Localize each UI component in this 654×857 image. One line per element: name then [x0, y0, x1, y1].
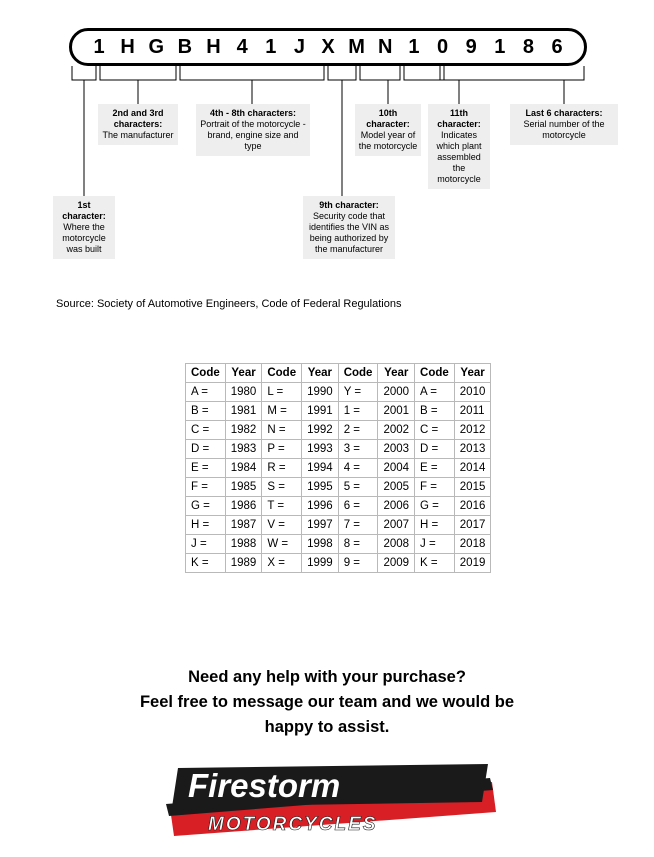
- cell-year: 1987: [225, 516, 262, 535]
- table-row: [186, 459, 491, 478]
- cell-year: 1982: [225, 421, 262, 440]
- vin-character: 0: [436, 36, 449, 58]
- cell-year: 2002: [378, 421, 415, 440]
- vin-character: 1: [93, 36, 105, 58]
- cell-year: 2004: [378, 459, 415, 478]
- cell-code: P =: [262, 440, 302, 459]
- callout-body: Serial number of the motorcycle: [523, 119, 605, 140]
- cell-code: K =: [415, 554, 455, 573]
- cell-year: 1984: [225, 459, 262, 478]
- table-row: [186, 402, 491, 421]
- cell-year: 2014: [454, 459, 491, 478]
- cell-code: H =: [186, 516, 226, 535]
- cell-year: 2015: [454, 478, 491, 497]
- vin-character: M: [348, 36, 365, 58]
- cell-code: 1 =: [338, 402, 378, 421]
- callout-first-character: [53, 196, 115, 259]
- cell-code: S =: [262, 478, 302, 497]
- cell-code: D =: [415, 440, 455, 459]
- cell-code: X =: [262, 554, 302, 573]
- column-header: Year: [378, 364, 415, 383]
- callout-title: 2nd and 3rd characters:: [112, 108, 164, 129]
- cell-year: 1989: [225, 554, 262, 573]
- cell-year: 2009: [378, 554, 415, 573]
- cell-year: 2018: [454, 535, 491, 554]
- column-header: Code: [262, 364, 302, 383]
- vin-character: 1: [494, 36, 506, 58]
- cell-code: E =: [415, 459, 455, 478]
- vin-character: 6: [551, 36, 563, 58]
- callout-title: Last 6 characters:: [525, 108, 603, 118]
- vin-character: N: [378, 36, 393, 58]
- cell-code: 5 =: [338, 478, 378, 497]
- cell-year: 2005: [378, 478, 415, 497]
- column-header: Year: [302, 364, 339, 383]
- column-header: Code: [186, 364, 226, 383]
- cell-code: W =: [262, 535, 302, 554]
- table-header-row: [186, 364, 491, 383]
- cell-code: V =: [262, 516, 302, 535]
- cell-code: B =: [186, 402, 226, 421]
- source-note: Source: Society of Automotive Engineers, Code of Federal Regulations: [56, 298, 402, 310]
- cell-year: 1981: [225, 402, 262, 421]
- help-message: [0, 665, 654, 740]
- cell-year: 1983: [225, 440, 262, 459]
- vin-character: 1: [408, 36, 420, 58]
- cell-year: 1991: [302, 402, 339, 421]
- vin-character: H: [120, 36, 135, 58]
- column-header: Year: [454, 364, 491, 383]
- cell-year: 1985: [225, 478, 262, 497]
- cell-code: K =: [186, 554, 226, 573]
- cell-year: 1996: [302, 497, 339, 516]
- cell-code: Y =: [338, 383, 378, 402]
- callout-second-third-characters: [98, 104, 178, 145]
- logo-svg: [160, 760, 500, 842]
- table-row: [186, 535, 491, 554]
- cell-code: G =: [415, 497, 455, 516]
- callout-title: 10th character:: [366, 108, 410, 129]
- vin-character: G: [148, 36, 165, 58]
- cell-year: 2013: [454, 440, 491, 459]
- cell-year: 2003: [378, 440, 415, 459]
- cell-code: J =: [186, 535, 226, 554]
- cell-code: 2 =: [338, 421, 378, 440]
- cell-code: C =: [186, 421, 226, 440]
- model-year-code-table: [185, 363, 491, 573]
- cell-code: F =: [186, 478, 226, 497]
- cell-code: 3 =: [338, 440, 378, 459]
- cell-year: 1997: [302, 516, 339, 535]
- cell-year: 2011: [454, 402, 491, 421]
- callout-title: 9th character:: [319, 200, 379, 210]
- cell-code: L =: [262, 383, 302, 402]
- cell-code: B =: [415, 402, 455, 421]
- cell-code: H =: [415, 516, 455, 535]
- cell-year: 1994: [302, 459, 339, 478]
- cell-year: 2006: [378, 497, 415, 516]
- vin-character: 4: [236, 36, 248, 58]
- help-line-3: happy to assist.: [264, 718, 390, 736]
- logo-primary-text: Firestorm: [188, 767, 341, 804]
- column-header: Code: [338, 364, 378, 383]
- cell-year: 1995: [302, 478, 339, 497]
- vin-character: 8: [522, 36, 534, 58]
- vin-character: 9: [465, 36, 477, 58]
- cell-code: 4 =: [338, 459, 378, 478]
- callout-eleventh-character: [428, 104, 490, 189]
- table-row: [186, 554, 491, 573]
- callout-body: Indicates which plant assembled the motorcycle: [436, 130, 482, 184]
- vin-character: 1: [265, 36, 277, 58]
- cell-year: 1993: [302, 440, 339, 459]
- callout-title: 1st character:: [62, 200, 106, 221]
- cell-code: M =: [262, 402, 302, 421]
- cell-year: 1998: [302, 535, 339, 554]
- help-line-1: Need any help with your purchase?: [188, 668, 466, 686]
- cell-year: 1980: [225, 383, 262, 402]
- callout-title: 4th - 8th characters:: [209, 108, 297, 118]
- cell-code: D =: [186, 440, 226, 459]
- cell-year: 1986: [225, 497, 262, 516]
- cell-code: N =: [262, 421, 302, 440]
- cell-code: J =: [415, 535, 455, 554]
- cell-year: 1992: [302, 421, 339, 440]
- vin-character: J: [293, 36, 305, 58]
- callout-title: 11th character:: [437, 108, 481, 129]
- callout-body: Model year of the motorcycle: [358, 130, 418, 151]
- callout-ninth-character: [303, 196, 395, 259]
- vin-character: X: [321, 36, 335, 58]
- table-row: [186, 421, 491, 440]
- cell-year: 2010: [454, 383, 491, 402]
- callout-last-six-characters: [510, 104, 618, 145]
- cell-code: T =: [262, 497, 302, 516]
- cell-year: 2001: [378, 402, 415, 421]
- column-header: Code: [415, 364, 455, 383]
- column-header: Year: [225, 364, 262, 383]
- table-row: [186, 497, 491, 516]
- callout-body: Portrait of the motorcycle - brand, engine size and type: [200, 119, 306, 151]
- cell-code: 8 =: [338, 535, 378, 554]
- cell-year: 2016: [454, 497, 491, 516]
- vin-character: B: [177, 36, 193, 58]
- cell-code: A =: [186, 383, 226, 402]
- cell-year: 2000: [378, 383, 415, 402]
- callout-tenth-character: [355, 104, 421, 156]
- callout-body: Security code that identifies the VIN as being authorized by the manufacturer: [308, 211, 390, 254]
- cell-code: 7 =: [338, 516, 378, 535]
- vin-bar-inner: [69, 28, 587, 66]
- cell-code: 9 =: [338, 554, 378, 573]
- table-row: [186, 383, 491, 402]
- cell-code: A =: [415, 383, 455, 402]
- cell-year: 2012: [454, 421, 491, 440]
- cell-year: 1999: [302, 554, 339, 573]
- logo-secondary-text: MOTORCYCLES: [208, 814, 378, 835]
- vin-number-bar: [69, 28, 587, 66]
- cell-code: 6 =: [338, 497, 378, 516]
- cell-year: 1988: [225, 535, 262, 554]
- callout-body: The manufacturer: [102, 130, 174, 140]
- callout-body: Where the motorcycle was built: [62, 222, 106, 254]
- cell-code: F =: [415, 478, 455, 497]
- vin-character: H: [206, 36, 221, 58]
- cell-year: 2007: [378, 516, 415, 535]
- cell-year: 1990: [302, 383, 339, 402]
- help-line-2: Feel free to message our team and we would be: [139, 693, 515, 711]
- callout-fourth-eighth-characters: [196, 104, 310, 156]
- table-row: [186, 516, 491, 535]
- table-row: [186, 478, 491, 497]
- cell-code: R =: [262, 459, 302, 478]
- cell-code: G =: [186, 497, 226, 516]
- table-row: [186, 440, 491, 459]
- cell-year: 2008: [378, 535, 415, 554]
- cell-year: 2017: [454, 516, 491, 535]
- cell-code: E =: [186, 459, 226, 478]
- firestorm-motorcycles-logo: [160, 760, 500, 842]
- cell-year: 2019: [454, 554, 491, 573]
- cell-code: C =: [415, 421, 455, 440]
